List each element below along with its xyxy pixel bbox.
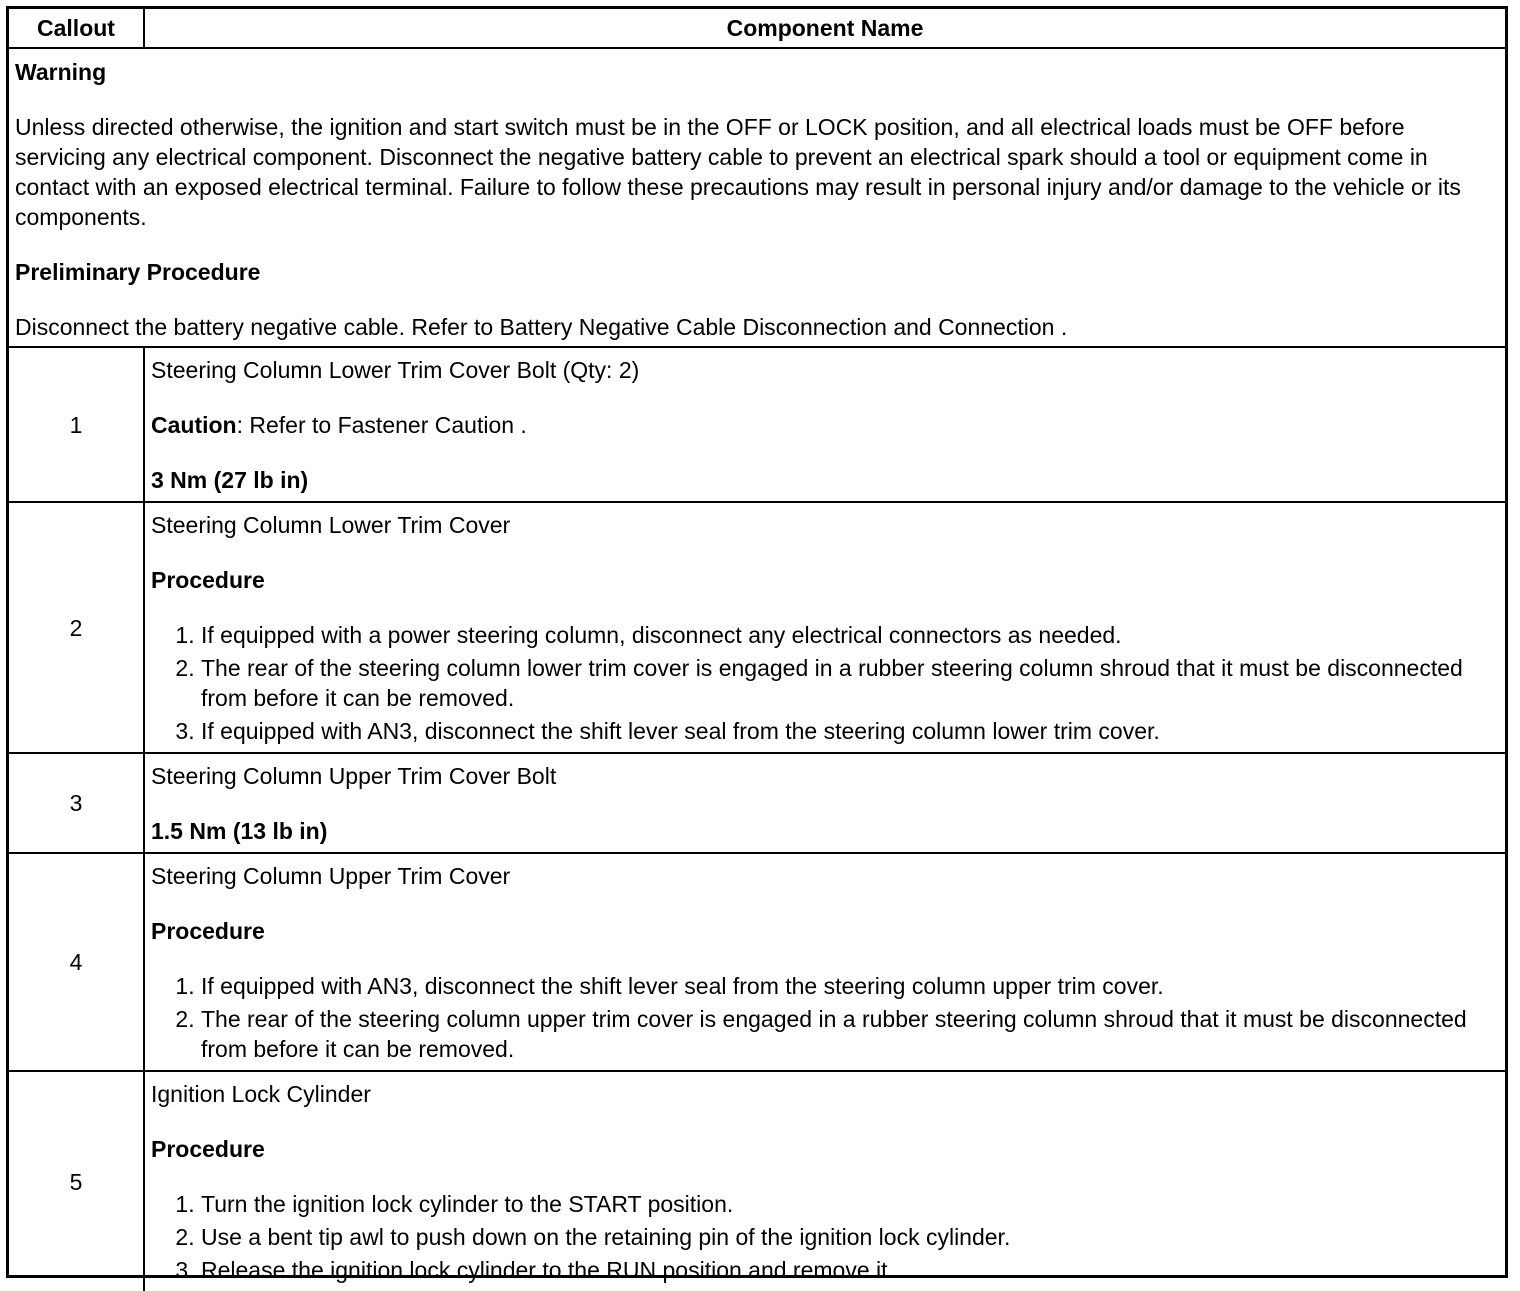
preamble-row [9, 48, 1505, 347]
procedure-step: 2. Use a bent tip awl to push down on the retaining pin of the ignition lock cylinder. [201, 1222, 1499, 1252]
procedure-step: 2. The rear of the steering column lower trim cover is engaged in a rubber steering column shroud that it must be disconnected from before it can be removed. [201, 653, 1499, 713]
callout-number: 4 [9, 853, 144, 1071]
warning-text: Unless directed otherwise, the ignition and start switch must be in the OFF or LOCK position, and all electrical loads must be OFF before servicing any electrical component. Disconnect the negative battery cable to prevent an electrical spark should a tool or equipment come in contact with an exposed electrical terminal. Failure to follow these precautions may result in personal injury and/or damage to the vehicle or its components. [15, 114, 1461, 230]
component-name: Steering Column Upper Trim Cover [151, 863, 511, 889]
preliminary-procedure-title: Preliminary Procedure [15, 259, 261, 285]
preamble-cell [9, 48, 1505, 347]
procedure-title: Procedure [151, 918, 265, 944]
procedure-step: 1. If equipped with a power steering column, disconnect any electrical connectors as needed. [201, 620, 1499, 650]
table-row [9, 347, 1505, 502]
callout-number: 1 [9, 347, 144, 502]
procedure-step: 3. If equipped with AN3, disconnect the shift lever seal from the steering column lower trim cover. [201, 716, 1499, 746]
callout-number: 5 [9, 1071, 144, 1291]
procedure-table [9, 9, 1505, 1291]
component-name: Ignition Lock Cylinder [151, 1081, 371, 1107]
component-cell [144, 1071, 1505, 1291]
table-row [9, 1071, 1505, 1291]
table-row [9, 502, 1505, 753]
procedure-steps [151, 620, 1499, 746]
callout-number: 2 [9, 502, 144, 753]
procedure-title: Procedure [151, 1136, 265, 1162]
procedure-step: 3. Release the ignition lock cylinder to the RUN position and remove it. [201, 1255, 1499, 1285]
torque-spec: 3 Nm (27 lb in) [151, 467, 309, 493]
table-row [9, 753, 1505, 853]
procedure-step: 2. The rear of the steering column upper trim cover is engaged in a rubber steering column shroud that it must be disconnected from before it can be removed. [201, 1004, 1499, 1064]
procedure-title: Procedure [151, 567, 265, 593]
procedure-steps [151, 971, 1499, 1064]
torque-spec: 1.5 Nm (13 lb in) [151, 818, 328, 844]
component-cell [144, 502, 1505, 753]
component-column-header: Component Name [144, 9, 1505, 48]
component-cell [144, 753, 1505, 853]
caution-label: Caution [151, 412, 237, 438]
caution-text: : Refer to Fastener Caution . [236, 412, 527, 438]
procedure-table-frame [6, 6, 1508, 1283]
table-header-row [9, 9, 1505, 48]
callout-column-header: Callout [9, 9, 144, 48]
preliminary-procedure-text: Disconnect the battery negative cable. Refer to Battery Negative Cable Disconnection and Connection . [15, 314, 1068, 340]
component-cell [144, 853, 1505, 1071]
callout-number: 3 [9, 753, 144, 853]
component-name: Steering Column Lower Trim Cover Bolt (Qty: 2) [151, 357, 640, 383]
component-name: Steering Column Upper Trim Cover Bolt [151, 763, 557, 789]
procedure-steps [151, 1189, 1499, 1285]
table-row [9, 853, 1505, 1071]
procedure-step: 1. If equipped with AN3, disconnect the shift lever seal from the steering column upper trim cover. [201, 971, 1499, 1001]
caution-note [151, 410, 1499, 440]
procedure-step: 1. Turn the ignition lock cylinder to the START position. [201, 1189, 1499, 1219]
component-cell [144, 347, 1505, 502]
warning-title: Warning [15, 59, 107, 85]
component-name: Steering Column Lower Trim Cover [151, 512, 511, 538]
